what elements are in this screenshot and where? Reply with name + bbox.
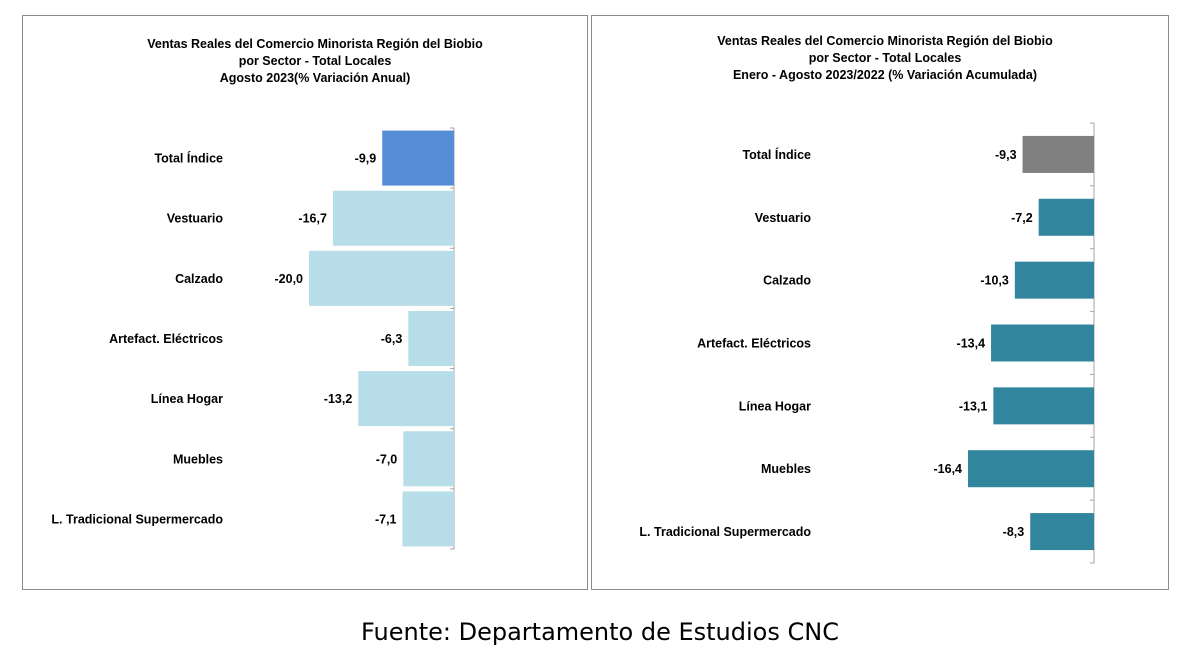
bar-chart-cumulative — [592, 16, 1170, 591]
category-label: Artefact. Eléctricos — [109, 332, 223, 346]
bar — [358, 371, 454, 426]
chart-title-line-2: por Sector - Total Locales — [808, 51, 962, 65]
bar — [309, 251, 454, 306]
chart-title-line-1: Ventas Reales del Comercio Minorista Región del Biobio — [717, 34, 1053, 48]
data-label: -10,3 — [980, 273, 1009, 288]
bar — [382, 131, 454, 186]
bar-chart-annual — [23, 16, 589, 591]
chart-title-line-2: por Sector - Total Locales — [238, 54, 392, 68]
chart-title-line-3: Agosto 2023(% Variación Anual) — [219, 71, 411, 85]
source-note: Fuente: Departamento de Estudios CNC — [361, 618, 839, 646]
bar — [991, 325, 1094, 362]
data-label: -8,3 — [1002, 525, 1025, 540]
data-label: -7,1 — [374, 512, 397, 527]
data-label: -16,4 — [933, 462, 962, 477]
data-label: -13,4 — [956, 336, 986, 351]
bar — [968, 450, 1094, 487]
data-label: -9,9 — [354, 151, 377, 166]
category-label: Calzado — [175, 271, 223, 286]
bar — [1023, 136, 1094, 173]
data-label: -7,0 — [375, 452, 398, 467]
category-label: L. Tradicional Supermercado — [639, 525, 811, 540]
category-label: Muebles — [760, 462, 811, 477]
data-label: -16,7 — [298, 211, 327, 226]
category-label: Muebles — [172, 452, 223, 467]
chart-panel-cumulative — [591, 15, 1169, 590]
bar — [1039, 199, 1094, 236]
data-label: -6,3 — [380, 332, 403, 346]
data-label: -9,3 — [995, 147, 1017, 162]
chart-panel-annual — [22, 15, 588, 590]
category-label: Calzado — [763, 273, 811, 288]
data-label: -7,2 — [1011, 210, 1033, 225]
category-label: Total Índice — [154, 151, 223, 166]
bar — [1030, 513, 1094, 550]
bar — [408, 311, 454, 366]
category-label: Total Índice — [742, 147, 811, 162]
chart-title-line-1: Ventas Reales del Comercio Minorista Región del Biobio — [147, 37, 483, 51]
category-label: Línea Hogar — [738, 399, 811, 414]
bar — [1015, 262, 1094, 299]
bar — [333, 191, 454, 246]
bar — [993, 387, 1094, 424]
category-label: Vestuario — [166, 211, 223, 226]
data-label: -13,2 — [323, 392, 353, 407]
data-label: -13,1 — [958, 399, 988, 414]
bar — [403, 491, 454, 546]
category-label: Vestuario — [754, 210, 811, 225]
category-label: Artefact. Eléctricos — [697, 336, 811, 351]
data-label: -20,0 — [274, 271, 303, 286]
bar — [403, 431, 454, 486]
category-label: L. Tradicional Supermercado — [51, 512, 223, 527]
category-label: Línea Hogar — [150, 392, 223, 407]
chart-title-line-3: Enero - Agosto 2023/2022 (% Variación Acumulada) — [732, 68, 1038, 82]
